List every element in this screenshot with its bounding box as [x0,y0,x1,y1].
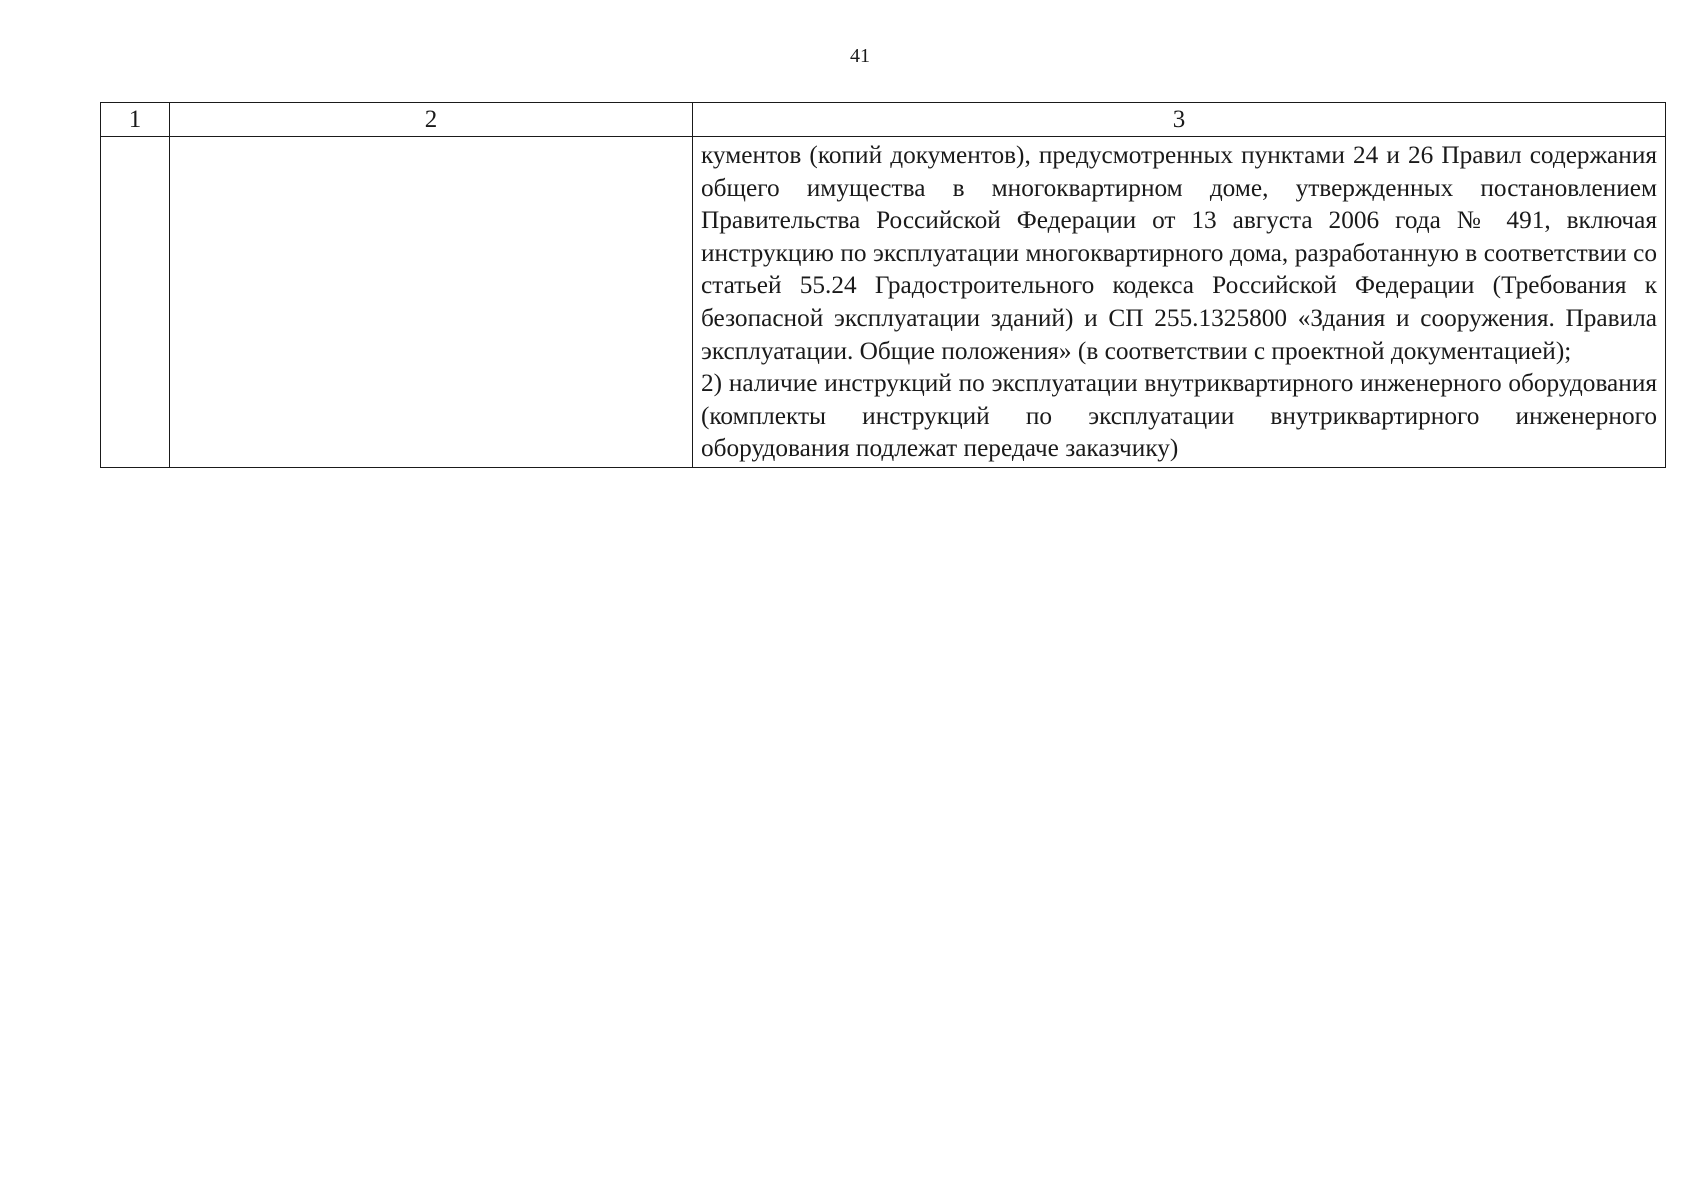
paragraph-instructions: 2) наличие инструкций по эксплуатации внутриквартирного инженерного оборудования (комплекты инструкций по эксплуатации внутриквартирного инженерного оборудования подлежат передаче заказчику) [701,369,1657,463]
table-row [101,137,1666,468]
column-header-2: 2 [170,103,693,137]
row-cell-2 [170,137,693,468]
paragraph-documents: кументов (копий документов), предусмотренных пунктами 24 и 26 Правил содержания общего имущества в многоквартирном доме, утвержденных постановлением Правительства Российской Федерации от 13 августа 2006 года № 491, включая инструкцию по эксплуатации многоквартирного дома, разработанную в соответствии со статьей 55.24 Градостроительного кодекса Российской Федерации (Требования к безопасной эксплуатации зданий) и СП 255.1325800 «Здания и сооружения. Правила эксплуатации. Общие положения» (в соответствии с проектной документацией); [701,141,1657,365]
column-header-3: 3 [693,103,1666,137]
requirements-table [100,102,1666,468]
table-header-row [101,103,1666,137]
page-number: 41 [850,45,870,67]
row-cell-3 [693,137,1666,468]
row-cell-1 [101,137,170,468]
column-header-1: 1 [101,103,170,137]
